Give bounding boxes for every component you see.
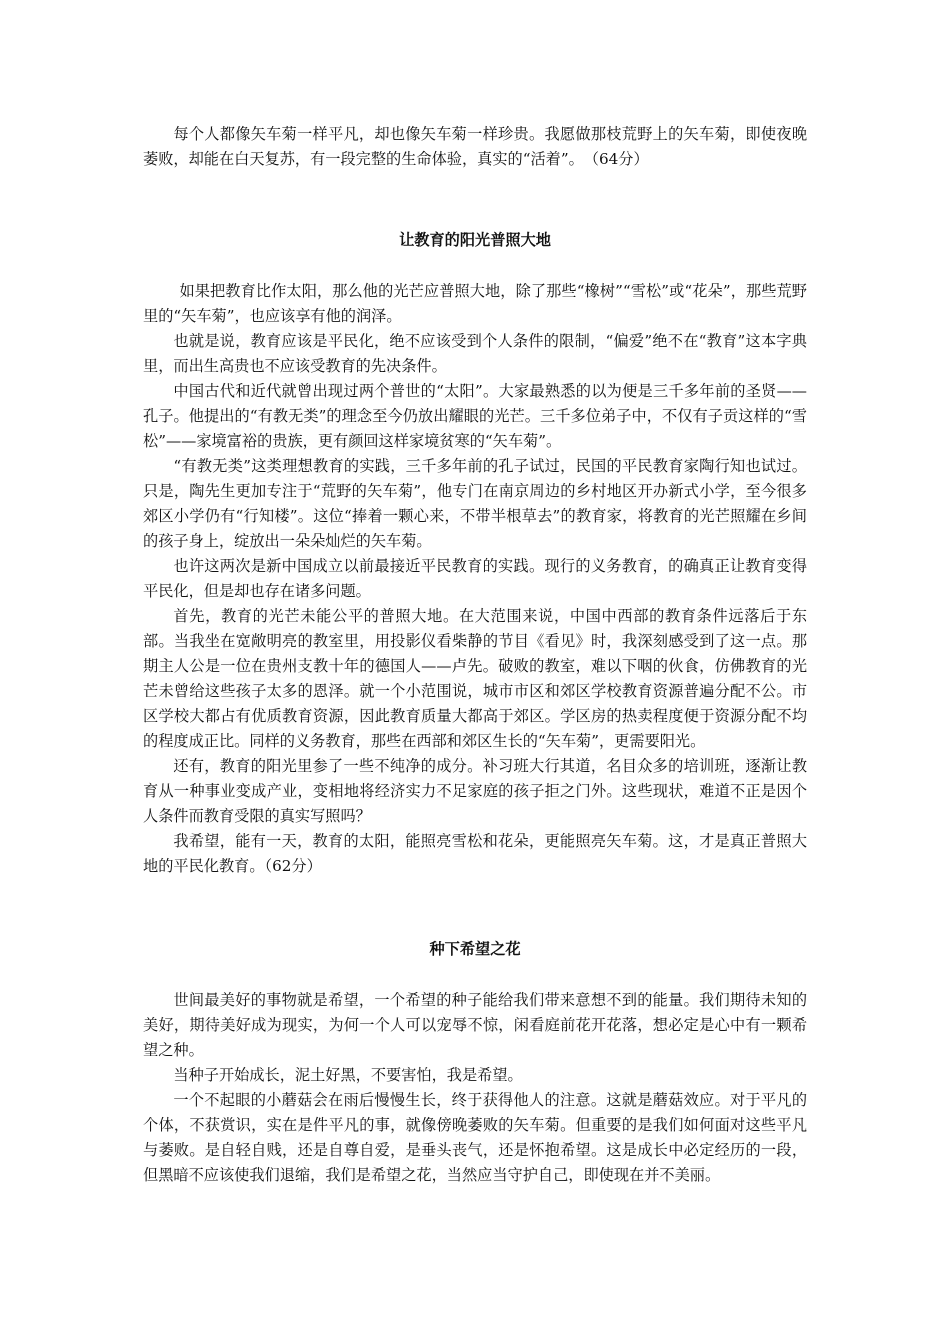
essay1-body [143, 279, 807, 879]
essay1-paragraph: 还有，教育的阳光里参了一些不纯净的成分。补习班大行其道，名目众多的培训班，逐渐让教育从一种事业变成产业，变相地将经济实力不足家庭的孩子拒之门外。这些现状，难道不正是因个人条件而教育受限的真实写照吗？ [143, 757, 807, 825]
essay2-paragraph: 一个不起眼的小蘑菇会在雨后慢慢生长，终于获得他人的注意。这就是蘑菇效应。对于平凡的个体，不获赏识，实在是件平凡的事，就像傍晚萎败的矢车菊。但重要的是我们如何面对这些平凡与萎败。是自轻自贱，还是自尊自爱，是垂头丧气，还是怀抱希望。这是成长中必定经历的一段，但黑暗不应该使我们退缩，我们是希望之花，当然应当守护自己，即使现在并不美丽。 [143, 1091, 807, 1184]
essay2-paragraph: 当种子开始成长，泥土好黑，不要害怕，我是希望。 [173, 1066, 523, 1084]
essay2-title: 种下希望之花 [429, 940, 521, 958]
essay2-body [143, 988, 807, 1188]
essay1-title: 让教育的阳光普照大地 [399, 231, 551, 249]
document-page [143, 122, 807, 1188]
essay1-paragraph: “有教无类”这类理想教育的实践，三千多年前的孔子试过，民国的平民教育家陶行知也试过。只是，陶先生更加专注于“荒野的矢车菊”，他专门在南京周边的乡村地区开办新式小学，至今很多郊区小学仍有“行知楼”。这位“捧着一颗心来，不带半根草去”的教育家，将教育的光芒照耀在乡间的孩子身上，绽放出一朵朵灿烂的矢车菊。 [143, 457, 807, 550]
essay1-paragraph: 我希望，能有一天，教育的太阳，能照亮雪松和花朵，更能照亮矢车菊。这，才是真正普照大地的平民化教育。（62分） [143, 832, 807, 875]
spacer [143, 172, 807, 228]
essay1-paragraph: 如果把教育比作太阳，那么他的光芒应普照大地，除了那些“橡树”“雪松”或“花朵”，那些荒野里的“矢车菊”，也应该享有他的润泽。 [143, 282, 807, 325]
essay2-paragraph: 世间最美好的事物就是希望，一个希望的种子能给我们带来意想不到的能量。我们期待未知的美好，期待美好成为现实，为何一个人可以宠辱不惊，闲看庭前花开花落，想必定是心中有一颗希望之种。 [143, 991, 807, 1059]
essay1-paragraph: 首先，教育的光芒未能公平的普照大地。在大范围来说，中国中西部的教育条件远落后于东部。当我坐在宽敞明亮的教室里，用投影仪看柴静的节目《看见》时，我深刻感受到了这一点。那期主人公是一位在贵州支教十年的德国人——卢先。破败的教室，难以下咽的伙食，仿佛教育的光芒未曾给这些孩子太多的恩泽。就一个小范围说，城市市区和郊区学校教育资源普遍分配不公。市区学校大都占有优质教育资源，因此教育质量大都高于郊区。学区房的热卖程度便于资源分配不均的程度成正比。同样的义务教育，那些在西部和郊区生长的“矢车菊”，更需要阳光。 [143, 607, 807, 750]
spacer [143, 962, 807, 988]
essay1-paragraph: 中国古代和近代就曾出现过两个普世的“太阳”。大家最熟悉的以为便是三千多年前的圣贤——孔子。他提出的“有教无类”的理念至今仍放出耀眼的光芒。三千多位弟子中，不仅有子贡这样的“雪松”——家境富裕的贵族，更有颜回这样家境贫寒的“矢车菊”。 [143, 382, 807, 450]
essay1-paragraph: 也许这两次是新中国成立以前最接近平民教育的实践。现行的义务教育，的确真正让教育变得平民化，但是却也存在诸多问题。 [143, 557, 807, 600]
intro-paragraph: 每个人都像矢车菊一样平凡，却也像矢车菊一样珍贵。我愿做那枝荒野上的矢车菊，即使夜晚萎败，却能在白天复苏，有一段完整的生命体验，真实的“活着”。 （64分） [143, 125, 807, 168]
spacer [143, 253, 807, 279]
spacer [143, 879, 807, 937]
essay1-paragraph: 也就是说，教育应该是平民化，绝不应该受到个人条件的限制，“偏爱”绝不在“教育”这本字典里，而出生高贵也不应该受教育的先决条件。 [143, 332, 807, 375]
